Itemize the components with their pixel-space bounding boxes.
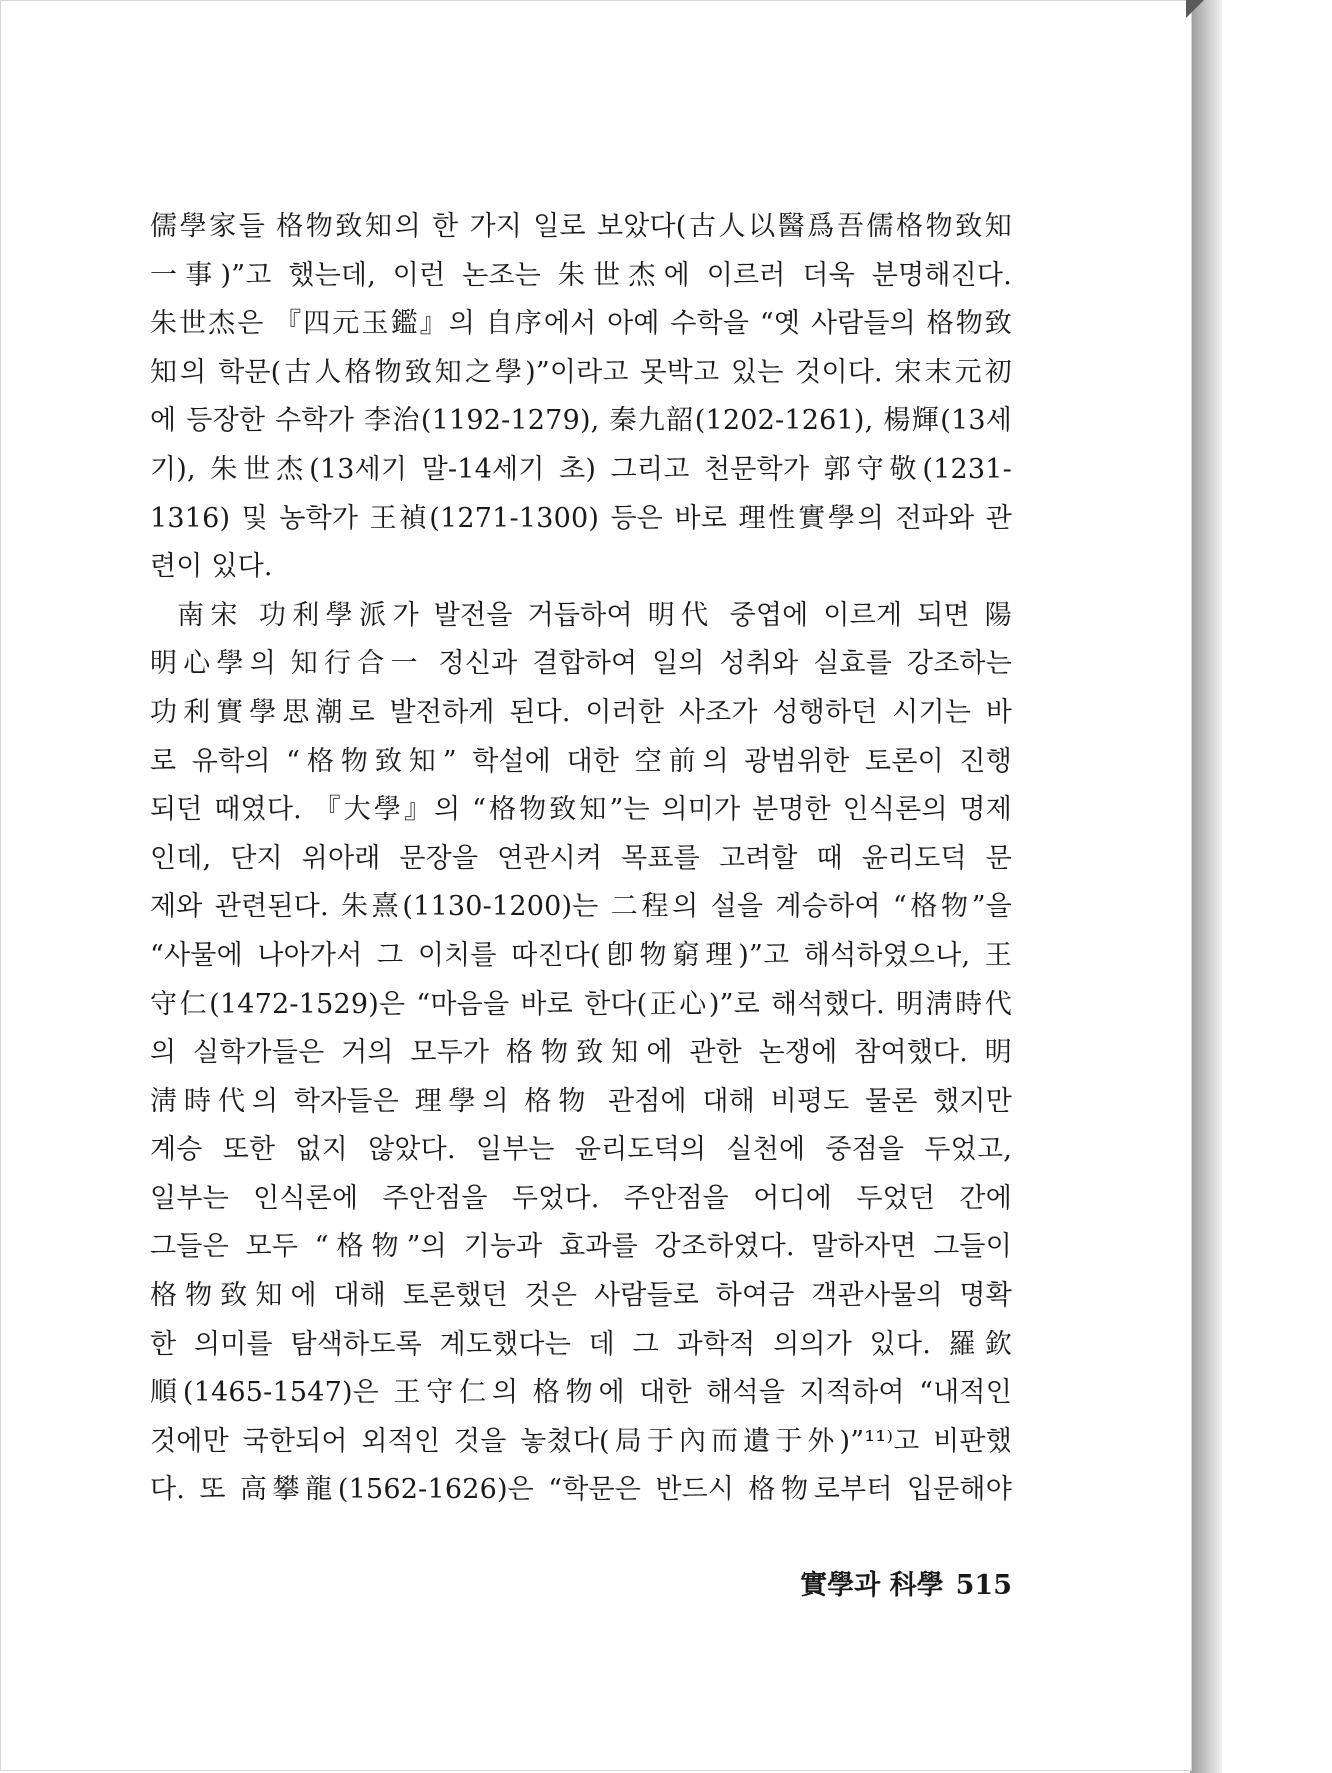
text-line: 明心學의 知行合一 정신과 결합하여 일의 성취와 실효를 강조하는 — [150, 648, 1012, 680]
text-line: 에 등장한 수학가 李治(1192-1279), 秦九韶(1202-1261), 楊輝(13세 — [150, 405, 1012, 437]
page-number: 515 — [955, 1570, 1012, 1601]
book-edge-shadow — [1190, 0, 1222, 1773]
body-text — [150, 203, 1012, 1515]
text-line: 기), 朱世杰(13세기 말-14세기 초) 그리고 천문학가 郭守敬(1231- — [150, 453, 1012, 485]
text-line: 順(1465-1547)은 王守仁의 格物에 대한 해석을 지적하여 “내적인 — [150, 1377, 1012, 1409]
text-line: 淸時代의 학자들은 理學의 格物 관점에 대해 비평도 물론 했지만 — [150, 1085, 1012, 1117]
text-line: 것에만 국한되어 외적인 것을 놓쳤다(局于內而遺于外)”¹¹⁾고 비판했 — [150, 1425, 1012, 1457]
text-line: 朱世杰은 『四元玉鑑』의 自序에서 아예 수학을 “옛 사람들의 格物致 — [150, 308, 1012, 340]
text-line: 제와 관련된다. 朱熹(1130-1200)는 二程의 설을 계승하여 “格物”을 — [150, 891, 1012, 923]
text-line: 知의 학문(古人格物致知之學)”이라고 못박고 있는 것이다. 宋末元初 — [150, 356, 1012, 388]
paragraph-start-line: 南宋 功利學派가 발전을 거듭하여 明代 중엽에 이르게 되면 陽 — [177, 599, 1012, 631]
text-line: 련이 있다. — [150, 551, 273, 583]
text-line: 계승 또한 없지 않았다. 일부는 윤리도덕의 실천에 중점을 두었고, — [150, 1134, 1012, 1166]
text-line: 儒學家들 格物致知의 한 가지 일로 보았다(古人以醫爲吾儒格物致知 — [150, 211, 1012, 242]
text-line: 로 유학의 “格物致知” 학설에 대한 空前의 광범위한 토론이 진행 — [150, 745, 1012, 777]
page-corner — [1186, 0, 1204, 18]
text-line: 다. 또 高攀龍(1562-1626)은 “학문은 반드시 格物로부터 입문해야 — [150, 1474, 1012, 1506]
page-footer — [780, 1563, 1012, 1602]
text-line: 功利實學思潮로 발전하게 된다. 이러한 사조가 성행하던 시기는 바 — [150, 696, 1012, 728]
text-line: 한 의미를 탐색하도록 계도했다는 데 그 과학적 의의가 있다. 羅欽 — [150, 1328, 1012, 1360]
text-line: 되던 때였다. 『大學』의 “格物致知”는 의미가 분명한 인식론의 명제 — [150, 794, 1012, 826]
text-line: 일부는 인식론에 주안점을 두었다. 주안점을 어디에 두었던 간에 — [150, 1182, 1012, 1214]
text-line: 의 실학가들은 거의 모두가 格物致知에 관한 논쟁에 참여했다. 明 — [150, 1037, 1012, 1069]
text-line: 그들은 모두 “格物”의 기능과 효과를 강조하였다. 말하자면 그들이 — [150, 1231, 1012, 1263]
text-line: 一事)”고 했는데, 이런 논조는 朱世杰에 이르러 더욱 분명해진다. — [150, 259, 1012, 291]
text-line: 인데, 단지 위아래 문장을 연관시켜 목표를 고려할 때 윤리도덕 문 — [150, 842, 1012, 874]
text-line: 守仁(1472-1529)은 “마음을 바로 한다(正心)”로 해석했다. 明淸時代 — [150, 988, 1012, 1020]
text-line: 格物致知에 대해 토론했던 것은 사람들로 하여금 객관사물의 명확 — [150, 1280, 1012, 1312]
text-line: “사물에 나아가서 그 이치를 따진다(卽物窮理)”고 해석하였으나, 王 — [150, 939, 1012, 971]
running-title: 實學과 科學 — [800, 1570, 944, 1601]
text-line: 1316) 및 농학가 王禎(1271-1300) 등은 바로 理性實學의 전파와 관 — [150, 502, 1012, 534]
